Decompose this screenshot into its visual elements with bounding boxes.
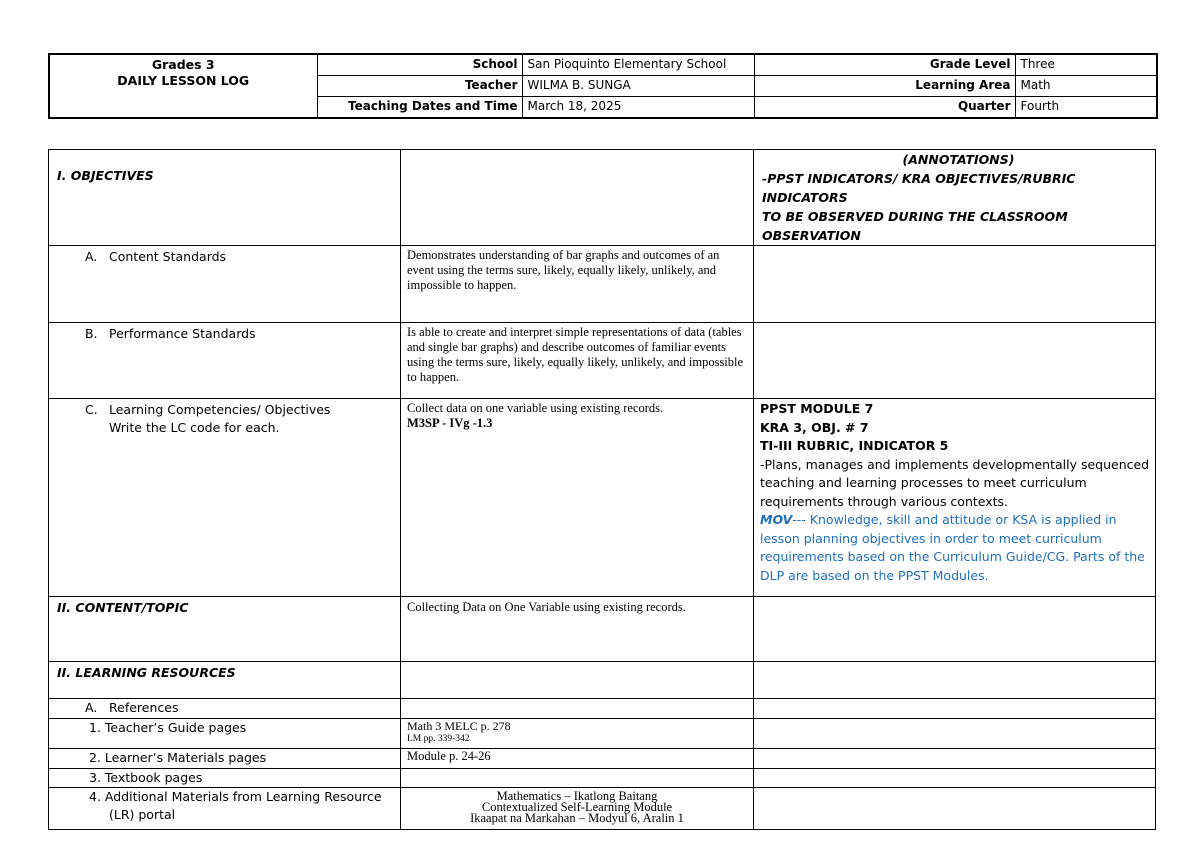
empty-cell	[754, 597, 1156, 662]
lc-instruction: Write the LC code for each.	[109, 420, 280, 435]
annotations-title: (ANNOTATIONS)	[902, 152, 1015, 167]
content-standards-text: Content Standards	[109, 249, 227, 264]
header-table	[48, 53, 1158, 119]
log-title	[49, 54, 317, 118]
empty-cell	[754, 749, 1156, 769]
dates-value: March 18, 2025	[522, 97, 754, 119]
performance-standards-letter: B.	[85, 326, 98, 341]
teachers-guide-value	[401, 719, 754, 749]
annotations-subtitle-2: TO BE OBSERVED DURING THE CLASSROOM OBSERVATION	[762, 209, 1068, 243]
empty-cell	[754, 662, 1156, 699]
empty-cell	[401, 769, 754, 788]
lc-objective: Collect data on one variable using existing records.	[407, 401, 664, 415]
teacher-label: Teacher	[317, 76, 522, 97]
learning-competencies-label	[49, 399, 401, 597]
module-subject: Mathematics – Ikatlong Baitang	[496, 789, 658, 803]
log-name: DAILY LESSON LOG	[117, 73, 250, 88]
lesson-table	[48, 149, 1156, 830]
learning-area-value: Math	[1015, 76, 1157, 97]
references-letter: A.	[85, 700, 98, 715]
learning-competencies-value	[401, 399, 754, 597]
learners-materials-label: 2. Learner’s Materials pages	[49, 749, 401, 769]
empty-cell	[754, 323, 1156, 399]
content-standards-letter: A.	[85, 249, 98, 264]
performance-standards-label	[49, 323, 401, 399]
empty-cell	[754, 719, 1156, 749]
ppst-module: PPST MODULE 7	[760, 401, 874, 416]
grade-title: Grades 3	[151, 57, 215, 72]
kra-objective: KRA 3, OBJ. # 7	[760, 419, 869, 435]
additional-materials-text-2: (LR) portal	[109, 807, 176, 822]
lc-code: M3SP - IVg -1.3	[407, 416, 493, 430]
mov-note	[760, 511, 1155, 585]
content-standards-label	[49, 246, 401, 323]
annotations-subtitle: -PPST INDICATORS/ KRA OBJECTIVES/RUBRIC INDICATORS	[762, 171, 1076, 205]
quarter-value: Fourth	[1015, 97, 1157, 119]
teachers-guide-label: 1. Teacher’s Guide pages	[49, 719, 401, 749]
lc-letter: C.	[85, 402, 98, 417]
learning-resources-heading: II. LEARNING RESOURCES	[49, 662, 401, 699]
empty-cell	[401, 662, 754, 699]
learners-materials-value: Module p. 24-26	[401, 749, 754, 769]
empty-cell	[401, 150, 754, 246]
performance-standards-value: Is able to create and interpret simple representations of data (tables and single bar graphs) and describe outcomes of familiar events using the terms sure, likely, equally likely, unlikely, and impossible to happen.	[401, 323, 754, 399]
annotations-heading	[754, 150, 1156, 246]
mov-label: MOV	[760, 512, 793, 527]
content-standards-value: Demonstrates understanding of bar graphs and outcomes of an event using the terms sure, likely, equally likely, unlikely, and impossible to happen.	[401, 246, 754, 323]
module-quarter: Ikaapat na Markahan – Modyul 6, Aralin 1	[470, 811, 684, 825]
content-topic-value: Collecting Data on One Variable using existing records.	[401, 597, 754, 662]
lc-text: Learning Competencies/ Objectives	[109, 402, 331, 417]
textbook-label: 3. Textbook pages	[49, 769, 401, 788]
grade-level-value: Three	[1015, 54, 1157, 76]
dates-label: Teaching Dates and Time	[317, 97, 522, 119]
ppst-description: -Plans, manages and implements developmentally sequenced teaching and learning processes to meet curriculum requirements through various contexts.	[760, 456, 1150, 509]
references-text: References	[109, 700, 179, 715]
mov-text: --- Knowledge, skill and attitude or KSA is applied in lesson planning objectives in order to meet curriculum requirements based on the Curriculum Guide/CG. Parts of the DLP are based on the PPST Modules.	[760, 512, 1145, 583]
objectives-heading: I. OBJECTIVES	[49, 150, 401, 246]
content-topic-heading: II. CONTENT/TOPIC	[49, 597, 401, 662]
empty-cell	[754, 769, 1156, 788]
additional-materials-value	[401, 788, 754, 830]
empty-cell	[754, 788, 1156, 830]
quarter-label: Quarter	[754, 97, 1015, 119]
additional-materials-text: 4. Additional Materials from Learning Resource	[89, 789, 382, 804]
empty-cell	[401, 699, 754, 719]
school-value: San Pioquinto Elementary School	[522, 54, 754, 76]
teacher-value: WILMA B. SUNGA	[522, 76, 754, 97]
rubric-indicator: TI-III RUBRIC, INDICATOR 5	[760, 438, 949, 453]
performance-standards-text: Performance Standards	[109, 326, 256, 341]
tg-page: Math 3 MELC p. 278	[407, 719, 511, 733]
empty-cell	[754, 699, 1156, 719]
lm-page: LM pp. 339-342	[407, 734, 470, 744]
grade-level-label: Grade Level	[754, 54, 1015, 76]
additional-materials-label	[49, 788, 401, 830]
module-type: Contextualized Self-Learning Module	[481, 800, 673, 814]
references-label	[49, 699, 401, 719]
learning-area-label: Learning Area	[754, 76, 1015, 97]
ppst-annotation	[754, 399, 1156, 597]
empty-cell	[754, 246, 1156, 323]
school-label: School	[317, 54, 522, 76]
